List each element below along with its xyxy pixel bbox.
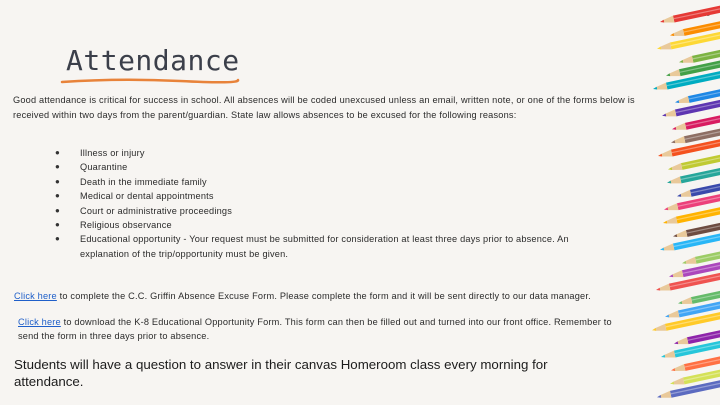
reason-text: Court or administrative proceedings <box>80 205 233 216</box>
reason-text: Educational opportunity - Your request must be submitted for consideration at least three days prior to absence. An explanation of the trip/opportunity must be given. <box>80 234 569 259</box>
absence-form-link[interactable]: Click here <box>14 291 57 301</box>
list-item <box>55 160 615 174</box>
reason-text: Quarantine <box>80 162 128 173</box>
list-item <box>55 232 615 261</box>
list-item <box>55 146 615 160</box>
list-item <box>55 189 615 203</box>
page-title: Attendance <box>66 44 240 77</box>
list-item <box>55 218 615 232</box>
closing-statement: Students will have a question to answer in their canvas Homeroom class every morning for attendance. <box>14 357 548 389</box>
absence-form-paragraph <box>14 290 664 304</box>
title-underline <box>60 76 240 86</box>
pencil-icon <box>659 1 720 25</box>
bullet-icon: ● <box>55 176 61 186</box>
educational-form-text: to download the K-8 Educational Opportunity Form. This form can then be filled out and turned into our front office. Remember to send the form in three days prior to absence. <box>18 317 612 341</box>
bullet-icon: ● <box>55 205 61 215</box>
educational-form-paragraph <box>18 316 628 343</box>
reason-text: Religious observance <box>80 220 172 231</box>
reason-text: Illness or injury <box>80 148 145 158</box>
intro-paragraph: Good attendance is critical for success in school. All absences will be coded unexcused unless an email, written note, or one of the forms below is received within two days from the parent/guardian. State law allows absences to be excused for the following reasons: <box>13 95 635 120</box>
colored-pencils-decoration <box>610 0 720 405</box>
bullet-icon: ● <box>55 148 61 157</box>
bullet-icon: ● <box>55 191 61 201</box>
bullet-icon: ● <box>55 234 61 244</box>
educational-form-link[interactable]: Click here <box>18 317 61 327</box>
bullet-icon: ● <box>55 162 61 172</box>
reason-text: Death in the immediate family <box>80 176 207 187</box>
absence-form-text: to complete the C.C. Griffin Absence Excuse Form. Please complete the form and it will be sent directly to our data manager. <box>56 291 591 301</box>
list-item <box>55 175 615 189</box>
reason-text: Medical or dental appointments <box>80 191 214 202</box>
reasons-list <box>55 146 615 261</box>
list-item <box>55 204 615 218</box>
bullet-icon: ● <box>55 220 61 230</box>
